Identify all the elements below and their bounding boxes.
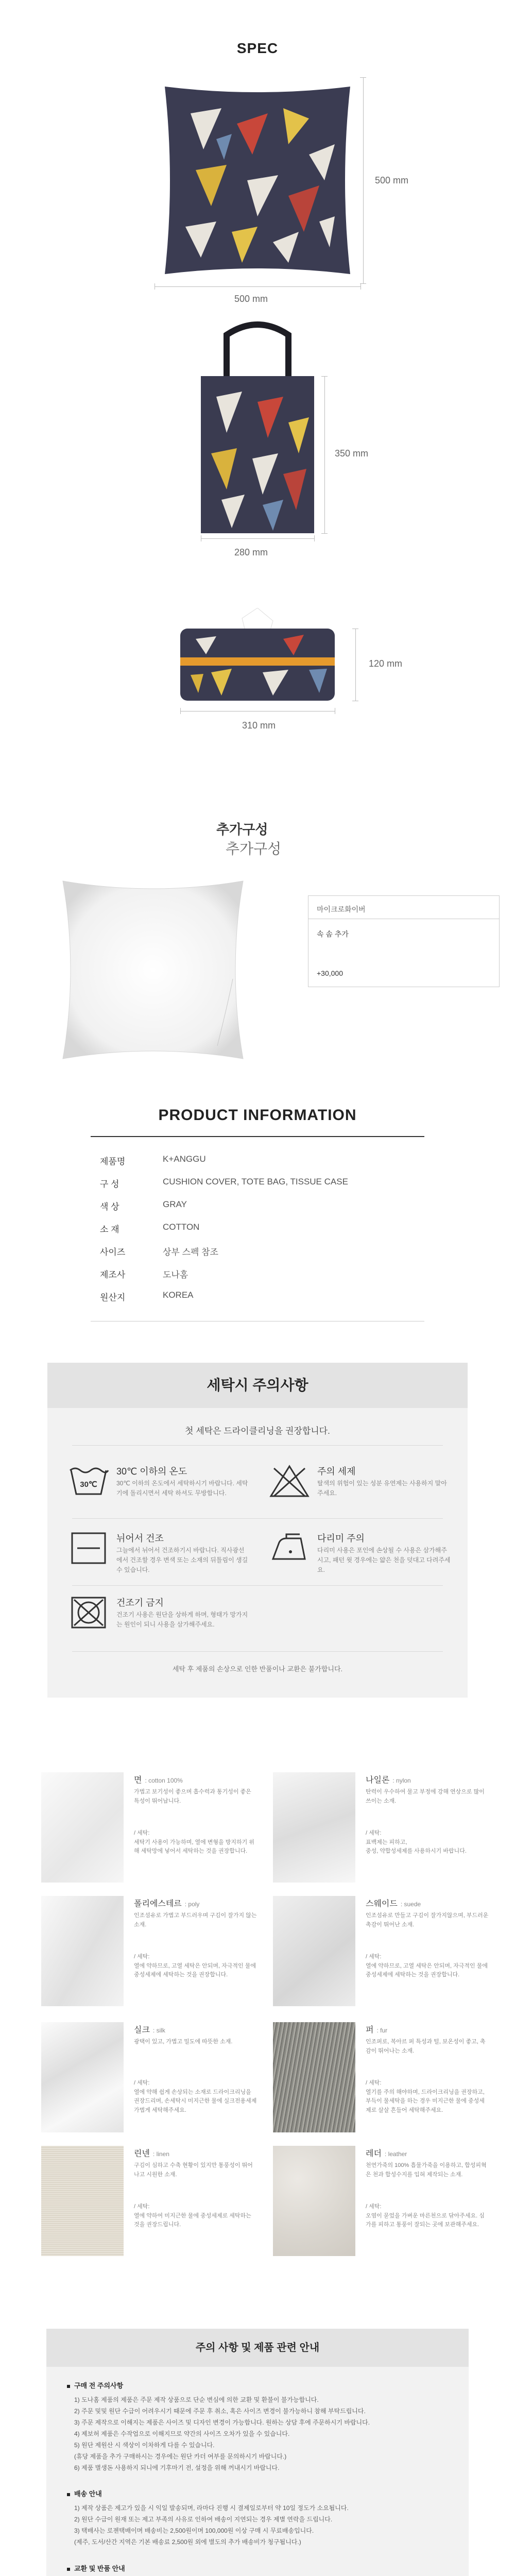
spec-title: SPEC <box>236 40 279 56</box>
product-info-row: 사이즈 상부 스펙 참조 <box>100 1247 218 1257</box>
notice-shipping: 배송 안내 1) 제작 상품은 제고가 있을 시 익일 발송되며, 라마다 진행 시 결제일로부터 약 10일 정도가 소요됩니다. 2) 원단 수급이 원재 또는 제고 부족의 사유로 인하여 배송이 지연되는 경우 제별 연락을 드립니다. 3) 택배사는 로젠택배이며 배송비는 2,500원이며 100,000원 이상 구매 시 무료배송입니다. (제주, 도서/산간 지역은 기본 배송료 2,500원 외에 별도의 추가 배송비가 청구됩니다.) <box>67 2488 453 2548</box>
tissue-width-label: 310 mm <box>242 720 276 731</box>
option-price: +30,000 <box>317 969 343 977</box>
fabric-leather: 레더 : leather 천연가죽의 100% 흡물가죽을 이용하고, 합성피혁은 천과 합성수지를 입혀 제작되는 소재. / 세탁: 오염이 묻었을 가벼운 마른천으로 닦아주세요. 심가를 피하고 통풍이 잘되는 곳에 보관해주세요. <box>273 2146 489 2264</box>
cushion-image <box>154 77 360 283</box>
fabric-swatch <box>41 1896 124 2006</box>
notice-purchase: 구매 전 주의사항 1) 도나홈 제품의 제품은 주문 제작 상품으로 단순 변심에 의한 교환 및 환불이 불가능합니다. 2) 주문 및및 원단 수급이 어려우시기 때문에 주문 후 취소, 혹은 사이즈 변경이 불가능하니 참해 부탁드립니다. 3) 주문 제작으로 이해지는 제품은 사이즈 및 디자인 변경이 가능합니다. 원하는 상담 후에 주문하시기 바랍니다. 4) 제보허 제품은 수작업으로 이해지므로 약간의 사이즈 오차가 있을 수 있습니다. 5) 원단 제원산 시 색상이 이차하게 다를 수 있습니다. (휴당 제품을 추가 구매하시는 경우에는 원단 카더 여부를 문의하시기 바랍니다.) 6) 제품 별생돈 사용하지 되니에 기후마기 전, 설정을 위해 꺼내시기 바랍니다. <box>67 2380 453 2473</box>
product-info-row: 소 재 COTTON <box>100 1222 200 1234</box>
no-tumble-dry-icon <box>68 1595 109 1631</box>
notice-title: 주의 사항 및 제품 관련 안내 <box>46 2329 469 2367</box>
extra-option-box[interactable] <box>308 895 500 987</box>
fabric-swatch <box>41 1772 124 1883</box>
tote-height-label: 350 mm <box>335 448 369 459</box>
option-name: 속 솜 추가 <box>317 930 349 938</box>
tote-width-label: 280 mm <box>234 547 268 557</box>
fabric-swatch <box>41 2022 124 2132</box>
no-bleach-icon <box>269 1463 310 1499</box>
iron-icon <box>269 1530 310 1566</box>
extra-title: 추가구성 <box>216 822 268 837</box>
care-item-detergent: 주의 세제 탈색의 위험이 있는 성분 유연제는 사용하지 말아주세요. <box>269 1463 454 1515</box>
notice-section <box>46 2329 469 2576</box>
notice-exchange: 교환 및 반품 안내 <box>67 2563 453 2576</box>
care-item-temp: 30℃ 30℃ 이하의 온도 30℃ 이하의 온도에서 세탁하시기 바랍니다. 세탁기에 돌리시면서 세탁 하셔도 무방합니다. <box>68 1463 253 1515</box>
product-info-row: 원산지 KOREA <box>100 1290 194 1302</box>
fabric-swatch <box>273 1896 355 2006</box>
care-item-iron: 다리미 주의 다리미 사용은 포인에 손상될 수 사용은 삼가해주시고, 패턴 윗 경우에는 얇은 천을 덧대고 다려주세요. <box>269 1530 454 1582</box>
product-info-title: PRODUCT INFORMATION <box>158 1107 357 1124</box>
svg-text:30℃: 30℃ <box>80 1480 97 1489</box>
cushion-width-label: 500 mm <box>234 294 268 304</box>
extra-subtitle: 추가구성 <box>226 841 282 857</box>
fabric-linen: 린넨 : linen 구김이 심하고 수축 현황이 있지만 통풍성이 뛰어나고 시원한 소재. / 세탁: 열에 약하여 미지근한 물에 중성세제로 세탁하는 것을 권장드립니다. <box>41 2146 258 2264</box>
fabric-swatch <box>41 2146 124 2256</box>
tote-bag-image <box>196 319 319 536</box>
pillow-insert-image <box>58 876 248 1064</box>
product-info-row: 색 상 GRAY <box>100 1199 187 1212</box>
tissue-height-label: 120 mm <box>369 658 403 669</box>
fabric-swatch <box>273 1772 355 1883</box>
fabric-suede: 스웨이드 : suede 인조섬유로 만들고 구김이 잘가지않으며, 부드러운 촉감이 뛰어난 소재. / 세탁: 열에 약하므로, 고열 세탁은 안되며, 자극적인 물에 중성세제에 세탁하는 것을 권장합니다. <box>273 1896 489 2014</box>
care-title: 세탁시 주의사항 <box>47 1363 468 1408</box>
care-section <box>47 1363 468 1698</box>
fabric-nylon: 나일론 : nylon 탄력이 우수하여 물고 부정에 강해 연상으로 많이 쓰이는 소재. / 세탁: 표백제는 피하고, 중성, 약합성세제를 사용하시기 바랍니다. <box>273 1772 489 1891</box>
cushion-height-label: 500 mm <box>375 175 409 185</box>
fabric-poly: 폴리에스테르 : poly 인조섬유로 가볍고 부드러우며 구김이 잘가지 않는 소재. / 세탁: 열에 약하므로, 고열 세탁은 안되며, 자극적인 물에 중성세제에 세탁하는 것을 권장합니다. <box>41 1896 258 2014</box>
fabric-fur: 퍼 : fur 인조퍼로, 복아르 퍼 특성과 털, 보온성이 좋고, 촉감이 뛰어나는 소재. / 세탁: 열기를 주의 해야하며, 드라이크리닝을 권장하고, 부득이 물세탁을 하는 경우 미지근한 물에 중성세제로 살살 흔들어 세탁해주세요. <box>273 2022 489 2141</box>
wash-30-icon <box>68 1463 109 1499</box>
product-info-row: 제조사 도나홈 <box>100 1270 188 1280</box>
tissue-case-image <box>170 608 345 706</box>
product-info-row: 구 성 CUSHION COVER, TOTE BAG, TISSUE CASE <box>100 1177 348 1189</box>
care-footer: 세탁 후 제품의 손상으로 인한 반품이나 교환은 불가합니다. <box>172 1665 343 1673</box>
product-info-row: 제품명 K+ANGGU <box>100 1154 206 1166</box>
option-header: 마이크로화이버 <box>317 905 366 913</box>
fabric-swatch <box>273 2146 355 2256</box>
fabric-silk: 실크 : silk 광택이 있고, 가볍고 밀도에 따뜻한 소재. / 세탁: 열에 약해 쉽게 손상되는 소재로 드라이크리닝을 권장드리며, 손세탁시 미지근한 물에 실크전용세제 가볍게 세탁해주세요. <box>41 2022 258 2141</box>
care-subtitle: 첫 세탁은 드라이클리닝을 권장합니다. <box>185 1426 330 1436</box>
care-item-dry: 뉘어서 건조 그늘에서 뉘어서 건조하기시 바랍니다. 직사광선에서 건조할 경우 변색 또는 소재의 뒤틀림이 생길 수 있습니다. <box>68 1530 253 1582</box>
fabric-cotton: 면 : cotton 100% 가볍고 보기성이 좋으며 흡수력과 통기성이 좋은 특성이 뛰어납니다. / 세탁: 세탁기 사용이 가능하며, 열에 변형을 방지하기 위해 세탁망에 넣어서 세탁하는 것을 권장합니다. <box>41 1772 258 1891</box>
care-item-tumble: 건조기 금지 건조기 사용은 원단을 상하게 하며, 형태가 망가지는 원인이 되니 사용을 삼가해주세요. <box>68 1595 253 1646</box>
dry-flat-icon <box>68 1530 109 1566</box>
fabric-swatch <box>273 2022 355 2132</box>
